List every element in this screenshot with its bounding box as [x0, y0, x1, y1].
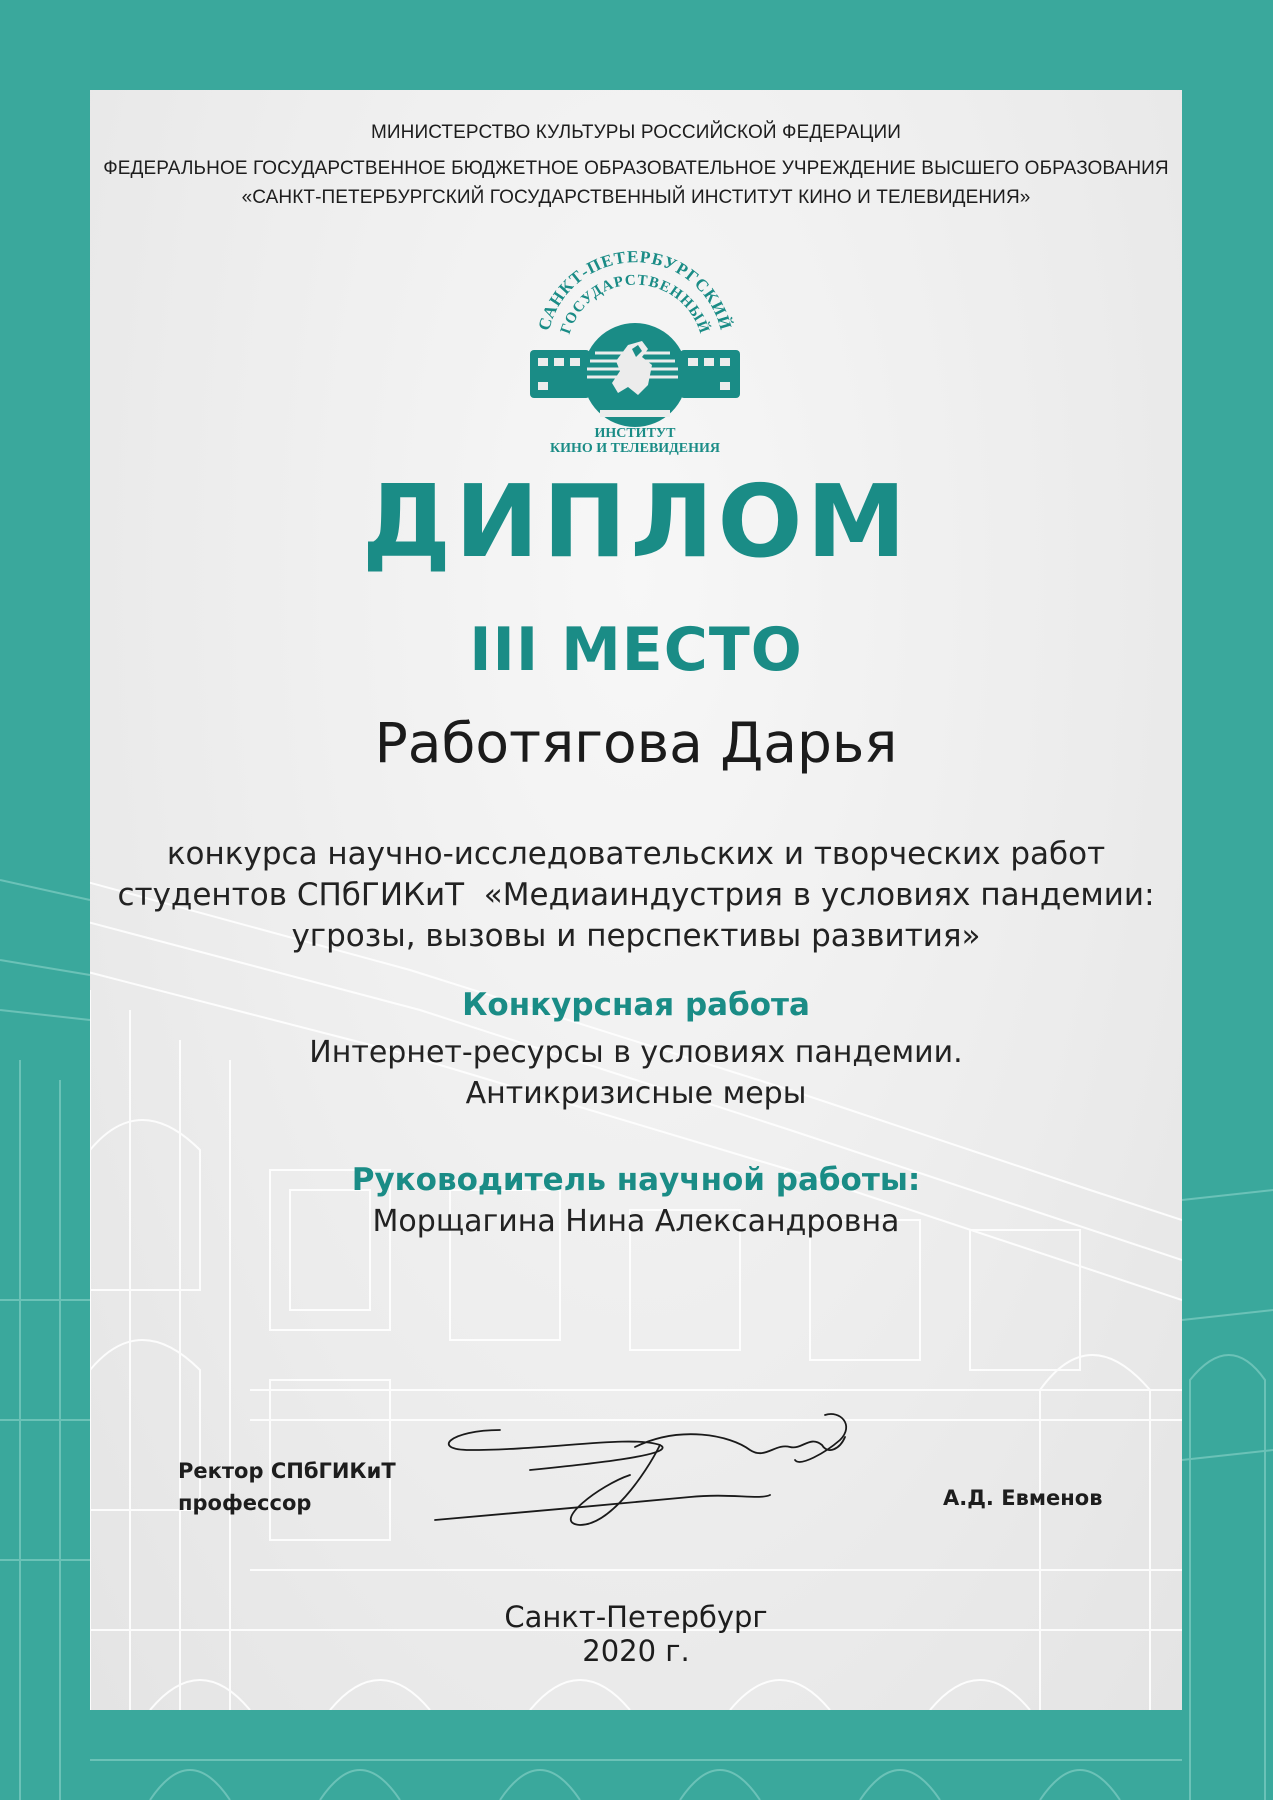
contest-line-1: конкурса научно-исследовательских и творческих работ [166, 836, 1106, 872]
logo-line-1: ИНСТИТУТ [594, 426, 676, 441]
logo-arc-text-2: ГОСУДАРСТВЕННЫЙ [557, 272, 713, 337]
place-label: III МЕСТО [469, 615, 803, 685]
footer-city: Санкт-Петербург [504, 1600, 768, 1634]
work-heading: Конкурсная работа [462, 987, 810, 1023]
institute-logo [520, 245, 750, 455]
recipient-name: Работягова Дарья [374, 711, 898, 775]
institution-name-header: «САНКТ-ПЕТЕРБУРГСКИЙ ГОСУДАРСТВЕННЫЙ ИНСТИТУТ КИНО И ТЕЛЕВИДЕНИЯ» [241, 187, 1031, 208]
contest-description [90, 834, 1182, 957]
work-title-line-1: Интернет-ресурсы в условиях пандемии. [309, 1035, 963, 1070]
signatory-name: А.Д. Евменов [943, 1486, 1103, 1510]
ministry-header: МИНИСТЕРСТВО КУЛЬТУРЫ РОССИЙСКОЙ ФЕДЕРАЦИИ [370, 122, 902, 143]
rector-position-line-1: Ректор СПбГИКиТ [178, 1459, 396, 1483]
diploma-title: ДИПЛОМ [361, 463, 911, 580]
logo-line-2: КИНО И ТЕЛЕВИДЕНИЯ [549, 441, 721, 455]
contest-line-3: угрозы, вызовы и перспективы развития» [291, 918, 981, 954]
rector-position [178, 1455, 396, 1519]
contest-line-2: студентов СПбГИКиТ «Медиаиндустрия в условиях пандемии: [117, 877, 1155, 913]
supervisor-name: Морщагина Нина Александровна [372, 1204, 900, 1239]
handwritten-signature-icon [430, 1405, 870, 1535]
logo-arc-text: САНКТ-ПЕТЕРБУРГСКИЙ [534, 247, 736, 333]
supervisor-heading: Руководитель научной работы: [351, 1162, 921, 1198]
footer-year: 2020 г. [582, 1634, 690, 1668]
work-title-line-2: Антикризисные меры [465, 1076, 807, 1111]
film-reel-horseman-icon [530, 323, 740, 427]
institution-type-header: ФЕДЕРАЛЬНОЕ ГОСУДАРСТВЕННОЕ БЮДЖЕТНОЕ ОБРАЗОВАТЕЛЬНОЕ УЧРЕЖДЕНИЕ ВЫСШЕГО ОБРАЗОВАНИЯ [103, 158, 1169, 179]
diploma-sheet [90, 90, 1182, 1710]
footer-place-date [90, 1600, 1182, 1668]
rector-position-line-2: профессор [178, 1491, 312, 1515]
work-title [90, 1032, 1182, 1114]
